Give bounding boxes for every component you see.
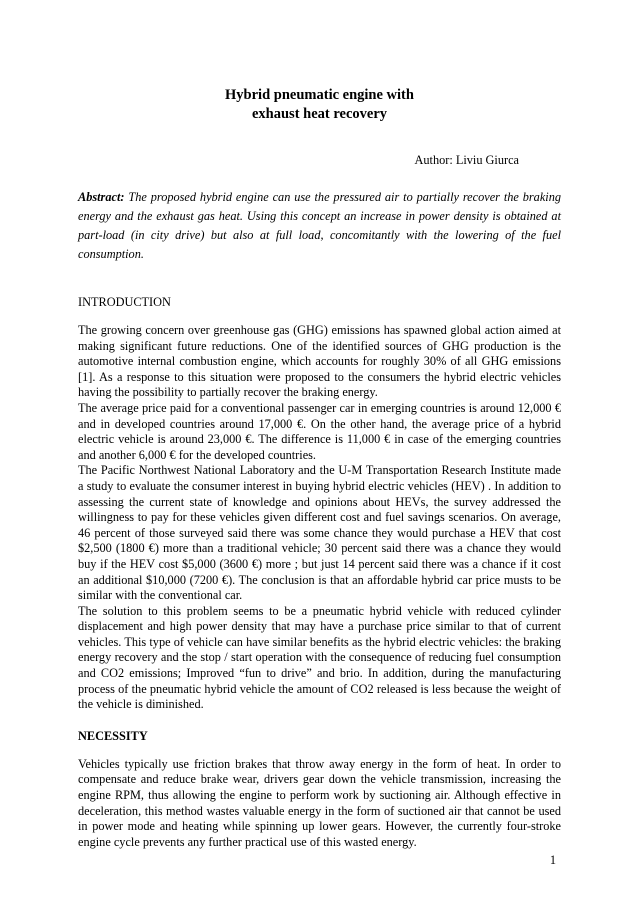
page-number: 1 xyxy=(549,853,556,867)
author-line: Author: Liviu Giurca xyxy=(414,153,519,167)
introduction-heading: INTRODUCTION xyxy=(78,295,171,309)
title-line-2: exhaust heat recovery xyxy=(251,106,388,122)
title-line-1: Hybrid pneumatic engine with xyxy=(225,87,414,103)
introduction-body xyxy=(78,323,561,713)
necessity-paragraph: Vehicles typically use friction brakes that throw away energy in the form of heat. In order to compensate and reduce brake wear, drivers gear down the vehicle transmission, increasing the engine RPM, thus allowing the engine to perform work by suctioning air. Although effective in deceleration, this method wastes valuable energy in the form of suctioned air that cannot be used in power mode and heating while spinning up lower gears. However, the currently four-stroke engine cycle prevents any further practical use of this wasted energy. xyxy=(78,756,561,849)
abstract-text: The proposed hybrid engine can use the pressured air to partially recover the braking energy and the exhaust gas heat. Using this concept an increase in power density is obtained at part-load (in city drive) but also at full load, concomitantly with the lowering of the fuel consumption. xyxy=(78,190,562,261)
introduction-paragraph: The growing concern over greenhouse gas (GHG) emissions has spawned global action aimed at making significant future reductions. One of the identified sources of GHG production is the automotive internal combustion engine, which accounts for roughly 30% of all GHG emissions [1]. As a response to this situation were proposed to the consumers the hybrid electric vehicles having the possibility to partially recover the braking energy. xyxy=(78,323,561,400)
abstract-label: Abstract: xyxy=(78,190,125,204)
document-page xyxy=(78,86,561,850)
necessity-body xyxy=(78,757,561,851)
introduction-paragraph: The solution to this problem seems to be a pneumatic hybrid vehicle with reduced cylinder displacement and high power density that may have a purchase price similar to that of current vehicles. This type of vehicle can have similar benefits as the hybrid electric vehicles: the braking energy recovery and the stop / start operation with the consequence of reducing fuel consumption and CO2 emissions; Improved “fun to drive” and brio. In addition, during the manufacturing process of the pneumatic hybrid vehicle the amount of CO2 released is less because the weight of the vehicle is diminished. xyxy=(78,603,561,712)
introduction-paragraph: The Pacific Northwest National Laboratory and the U-M Transportation Research Institute made a study to evaluate the consumer interest in buying hybrid electric vehicles (HEV) . In addition to assessing the current state of knowledge and opinions about HEVs, the survey addressed the willingness to pay for these vehicles given different cost and fuel savings scenarios. On average, 46 percent of those surveyed said there was some chance they would purchase a HEV that cost $2,500 (1800 €) more than a traditional vehicle; 30 percent said there was a chance they would buy if the HEV cost $5,000 (3600 €) more ; but just 14 percent said there was a chance if it cost an additional $10,000 (7200 €). The conclusion is that an affordable hybrid car price musts to be similar with the conventional car. xyxy=(78,463,561,603)
paper-title xyxy=(78,86,561,124)
introduction-paragraph: The average price paid for a conventional passenger car in emerging countries is around 12,000 € and in developed countries around 17,000 €. On the other hand, the average price of a hybrid electric vehicle is around 23,000 €. The difference is 11,000 € in case of the emerging countries and another 6,000 € for the developed countries. xyxy=(78,400,561,462)
abstract xyxy=(78,188,561,264)
necessity-heading: NECESSITY xyxy=(78,728,148,743)
